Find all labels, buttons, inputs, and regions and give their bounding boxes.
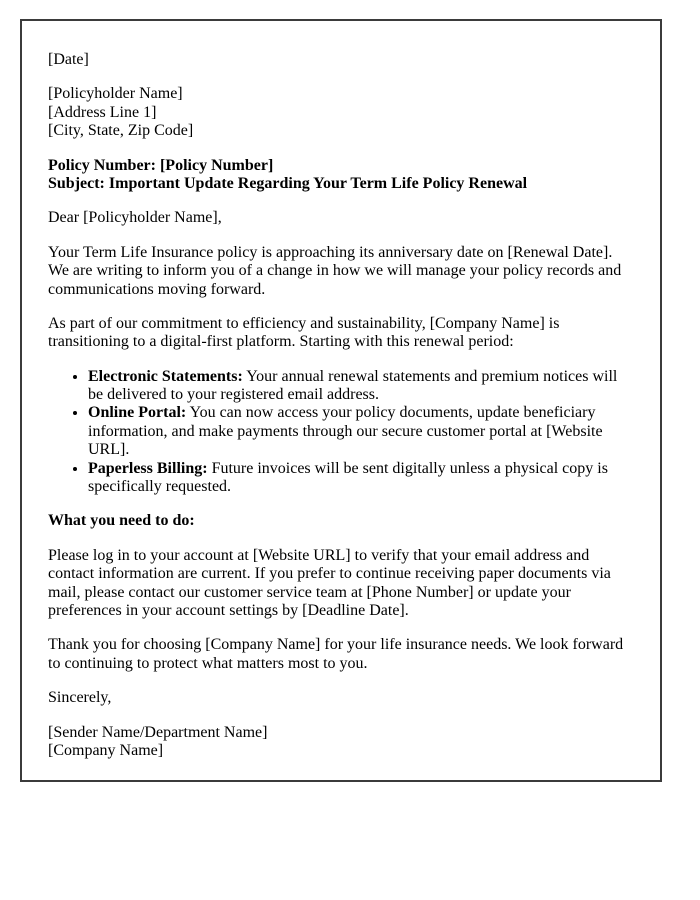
recipient-address-block: [48, 85, 634, 140]
sender-name-line: [Sender Name/Department Name]: [48, 723, 268, 741]
recipient-name: [Policyholder Name]: [48, 85, 183, 103]
closing-paragraph: Thank you for choosing [Company Name] for your life insurance needs. We look forward to continuing to protect what matters most to you.: [48, 636, 624, 672]
transition-paragraph: As part of our commitment to efficiency and sustainability, [Company Name] is transitioning to a digital-first platform. Starting with this renewal period:: [48, 314, 560, 351]
signature-block: [48, 724, 634, 761]
bullet-item-paperless-billing: [88, 460, 634, 497]
bullet-item-online-portal: [88, 404, 634, 459]
signoff: Sincerely,: [48, 689, 112, 707]
bullet-label: Electronic Statements:: [88, 367, 243, 385]
bullet-text: Your annual renewal statements and premium notices will be delivered to your registered email address.: [88, 367, 618, 404]
salutation: Dear [Policyholder Name],: [48, 209, 222, 227]
recipient-city-state-zip: [City, State, Zip Code]: [48, 122, 194, 140]
bullet-label: Paperless Billing:: [88, 459, 208, 477]
recipient-address-line1: [Address Line 1]: [48, 103, 157, 121]
company-name-line: [Company Name]: [48, 741, 164, 759]
bullet-text: Future invoices will be sent digitally unless a physical copy is specifically requested.: [88, 459, 608, 496]
bullet-list: [48, 368, 634, 497]
action-paragraph: Please log in to your account at [Website URL] to verify that your email address and contact information are current. If you prefer to continue receiving paper documents via mail, please contact our customer service team at [Phone Number] or update your preferences in your account settings by [Deadline Date].: [48, 546, 611, 619]
intro-paragraph: Your Term Life Insurance policy is approaching its anniversary date on [Renewal Date]. We are writing to inform you of a change in how we will manage your policy records and communications moving forward.: [48, 243, 622, 298]
letter-document: [20, 19, 662, 782]
action-heading: What you need to do:: [48, 512, 195, 530]
bullet-item-electronic-statements: [88, 368, 634, 405]
bullet-label: Online Portal:: [88, 404, 187, 422]
bullet-text: You can now access your policy documents, update beneficiary information, and make payments through our secure customer portal at [Website URL].: [88, 404, 603, 459]
policy-number-line: Policy Number: [Policy Number]: [48, 156, 274, 174]
subject-line: Subject: Important Update Regarding Your Term Life Policy Renewal: [48, 174, 528, 192]
policy-subject-block: [48, 157, 634, 194]
date-line: [Date]: [48, 51, 89, 68]
